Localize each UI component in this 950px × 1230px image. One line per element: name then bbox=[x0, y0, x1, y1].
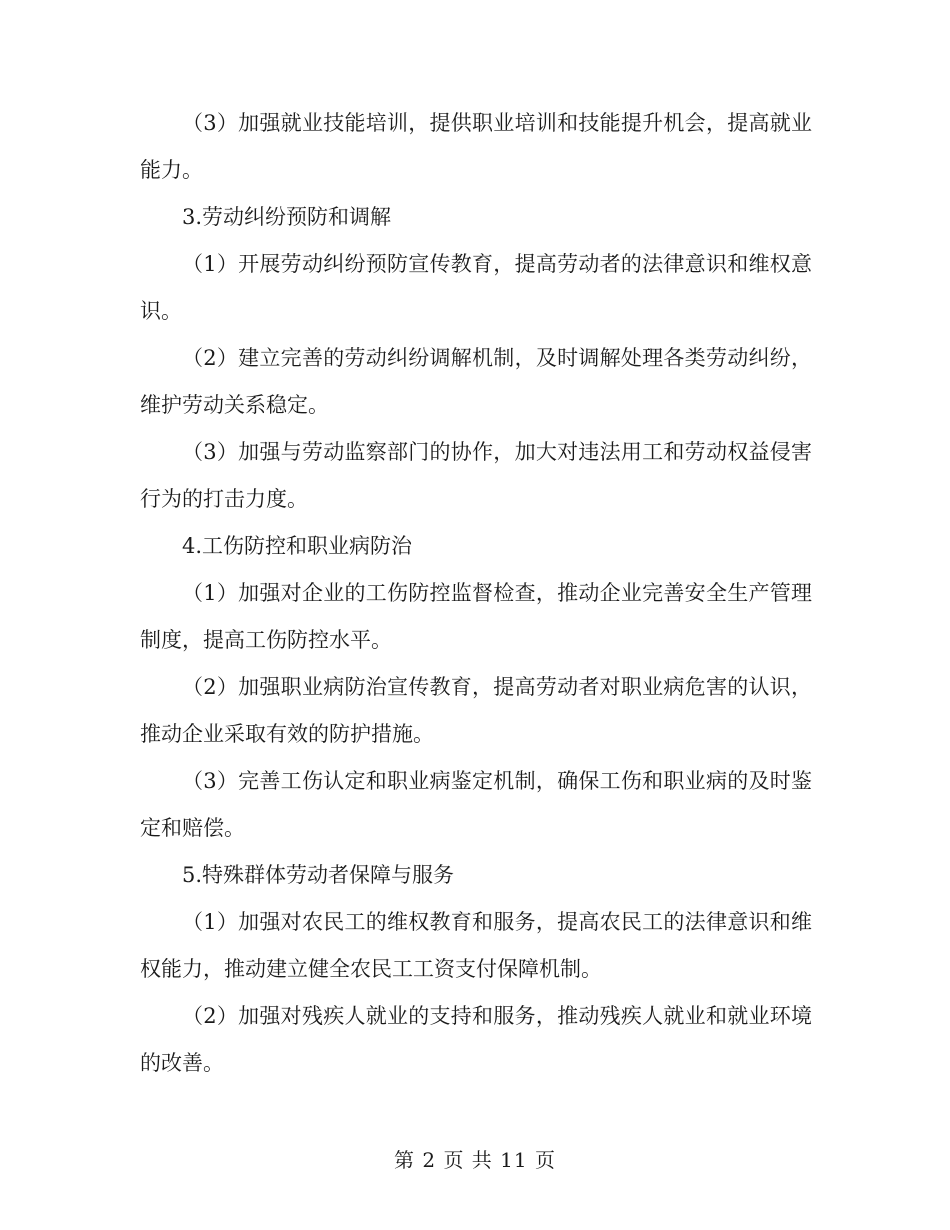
paragraph-item: （3）加强与劳动监察部门的协作，加大对违法用工和劳动权益侵害行为的打击力度。 bbox=[140, 440, 812, 511]
paragraph-item: （1）开展劳动纠纷预防宣传教育，提高劳动者的法律意识和维权意识。 bbox=[140, 252, 812, 323]
document-body bbox=[140, 100, 812, 1087]
paragraph-item: （2）建立完善的劳动纠纷调解机制，及时调解处理各类劳动纠纷，维护劳动关系稳定。 bbox=[140, 346, 812, 417]
paragraph-item: （1）加强对农民工的维权教育和服务，提高农民工的法律意识和维权能力，推动建立健全农民工工资支付保障机制。 bbox=[140, 910, 812, 981]
paragraph-item: （3）完善工伤认定和职业病鉴定机制，确保工伤和职业病的及时鉴定和赔偿。 bbox=[140, 769, 812, 840]
section-heading: 5.特殊群体劳动者保障与服务 bbox=[182, 863, 455, 887]
page-number-footer: 第 2 页 共 11 页 bbox=[394, 1148, 556, 1172]
paragraph-item: （3）加强就业技能培训，提供职业培训和技能提升机会，提高就业能力。 bbox=[140, 111, 812, 182]
paragraph-item: （2）加强对残疾人就业的支持和服务，推动残疾人就业和就业环境的改善。 bbox=[140, 1004, 812, 1075]
section-heading: 4.工伤防控和职业病防治 bbox=[182, 534, 413, 558]
section-heading: 3.劳动纠纷预防和调解 bbox=[182, 205, 392, 229]
paragraph-item: （2）加强职业病防治宣传教育，提高劳动者对职业病危害的认识，推动企业采取有效的防护措施。 bbox=[140, 675, 812, 746]
paragraph-item: （1）加强对企业的工伤防控监督检查，推动企业完善安全生产管理制度，提高工伤防控水平。 bbox=[140, 581, 812, 652]
